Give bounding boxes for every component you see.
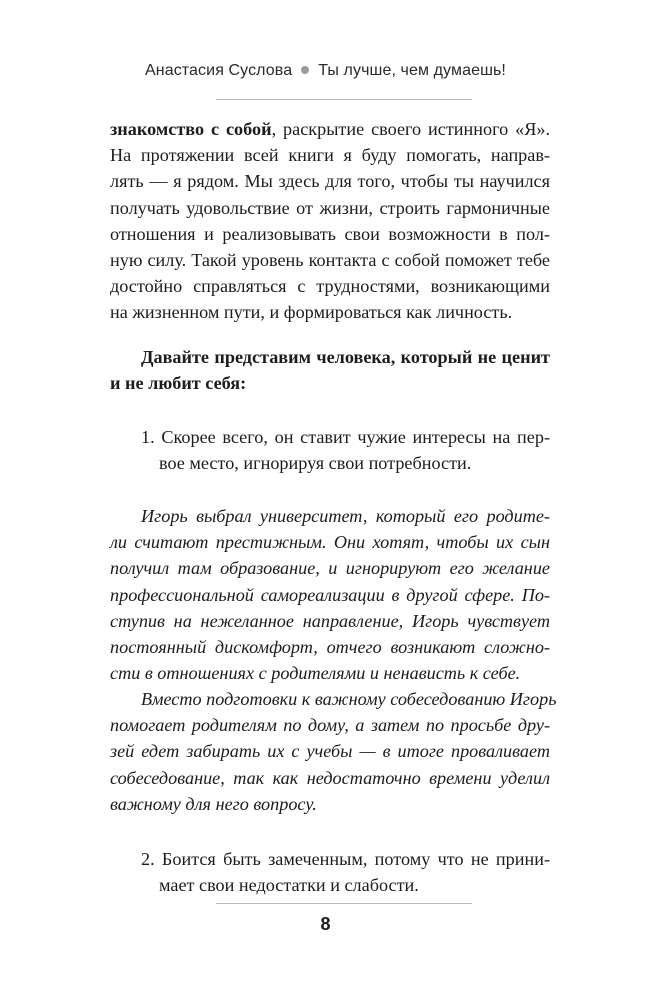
page-number: 8 [320, 914, 331, 934]
section-heading [110, 344, 550, 396]
text-line: зей едет забирать их с учебы — в итоге проваливает [110, 741, 550, 762]
text-line: получил там образование, и игнорируют его желание [110, 558, 550, 579]
list-number: 1. [141, 427, 155, 447]
text-line: 2. Боится быть замеченным, потому что не прини- [141, 849, 550, 869]
footer-divider [216, 903, 472, 904]
text-line: на жизненном пути, и формироваться как личность. [110, 302, 513, 323]
text-line: ли считают престижным. Они хотят, чтобы их сын [110, 532, 550, 553]
paragraph-intro [110, 116, 550, 326]
header-author: Анастасия Суслова [145, 62, 293, 79]
text-line: важному для него вопросу. [110, 793, 317, 814]
text-line: профессиональной самореализации в другой сфере. По- [110, 584, 550, 605]
text-line: вое место, игнорируя свои потребности. [159, 453, 472, 474]
text-line: сти в отношениях с родителями и ненависть к себе. [110, 663, 521, 684]
header-book-title: Ты лучше, чем думаешь! [318, 62, 506, 79]
text-line: собеседование, так как недостаточно времени уделил [110, 767, 550, 788]
text-line: ступив на нежеланное направление, Игорь чувствует [110, 610, 550, 631]
text-line: ную силу. Такой уровень контакта с собой поможет тебе [110, 250, 550, 271]
text-line: получать удовольствие от жизни, строить гармоничные [110, 197, 550, 218]
running-header [0, 62, 651, 80]
text-line: мает свои недостатки и слабости. [159, 875, 419, 896]
list-item-2 [110, 846, 550, 898]
text-line: Вместо подготовки к важному собеседованию Игорь [141, 689, 557, 709]
text-line: На протяжении всей книги я буду помогать, направ- [110, 145, 550, 166]
text-line: лять — я рядом. Мы здесь для того, чтобы ты научился [110, 171, 550, 192]
list-number: 2. [141, 849, 155, 869]
text-line: 1. Скорее всего, он ставит чужие интересы на пер- [141, 427, 550, 447]
text-line: постоянный дискомфорт, отчего возникают сложно- [110, 637, 550, 658]
text-line: Игорь выбрал университет, который его родите- [141, 506, 550, 526]
header-separator-dot [301, 66, 309, 74]
heading-line: Давайте представим человека, который не ценит [141, 347, 550, 367]
example-paragraph-2 [110, 686, 557, 817]
text-line: помогает родителям по дому, а затем по просьбе дру- [110, 715, 550, 736]
heading-line: и не любит себя: [110, 373, 247, 394]
example-paragraph-1 [110, 503, 550, 686]
header-divider [216, 99, 472, 100]
list-item-1 [110, 424, 550, 476]
text-line: достойно справляться с трудностями, возникающими [110, 276, 550, 297]
text-line: отношения и реализовывать свои возможности в пол- [110, 223, 550, 244]
text-line: знакомство с собой, раскрытие своего истинного «Я». [110, 119, 550, 139]
bold-lead: знакомство с собой [110, 119, 272, 139]
